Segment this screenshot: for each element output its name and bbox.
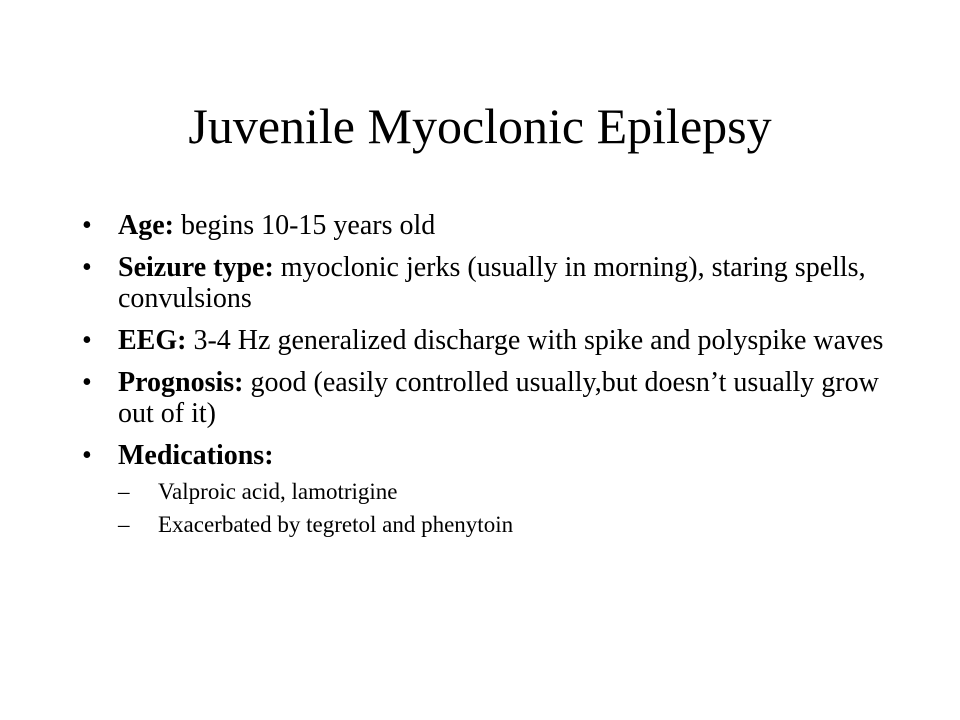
slide-title: Juvenile Myoclonic Epilepsy [188,98,772,154]
bullet-eeg [72,325,902,356]
bullet-seizure-type [72,252,902,314]
bullet-label: Seizure type: [118,252,274,283]
bullet-medications [72,440,902,541]
bullet-glyph: • [82,252,92,283]
sub-bullet-glyph: – [118,512,130,537]
medication-text: Exacerbated by tegretol and phenytoin [158,512,514,537]
bullet-age [72,210,902,241]
bullet-text: good (easily controlled usually,but doesn’t usually grow out of it) [118,367,879,429]
bullet-label: Medications: [118,440,274,471]
bullet-label: Age: [118,210,174,241]
bullet-prognosis [72,367,902,429]
bullet-glyph: • [82,210,92,241]
medication-item [118,508,902,541]
bullet-glyph: • [82,367,92,398]
bullet-label: EEG: [118,325,187,356]
medications-list [118,475,902,541]
medication-item [118,475,902,508]
sub-bullet-glyph: – [118,479,130,504]
bullet-list [72,210,902,552]
bullet-text: 3-4 Hz generalized discharge with spike and polyspike waves [186,325,884,356]
bullet-label: Prognosis: [118,367,244,398]
bullet-text: myoclonic jerks (usually in morning), staring spells, convulsions [118,252,866,314]
medication-text: Valproic acid, lamotrigine [158,479,398,504]
bullet-glyph: • [82,325,92,356]
bullet-glyph: • [82,440,92,471]
bullet-text: begins 10-15 years old [173,210,436,241]
